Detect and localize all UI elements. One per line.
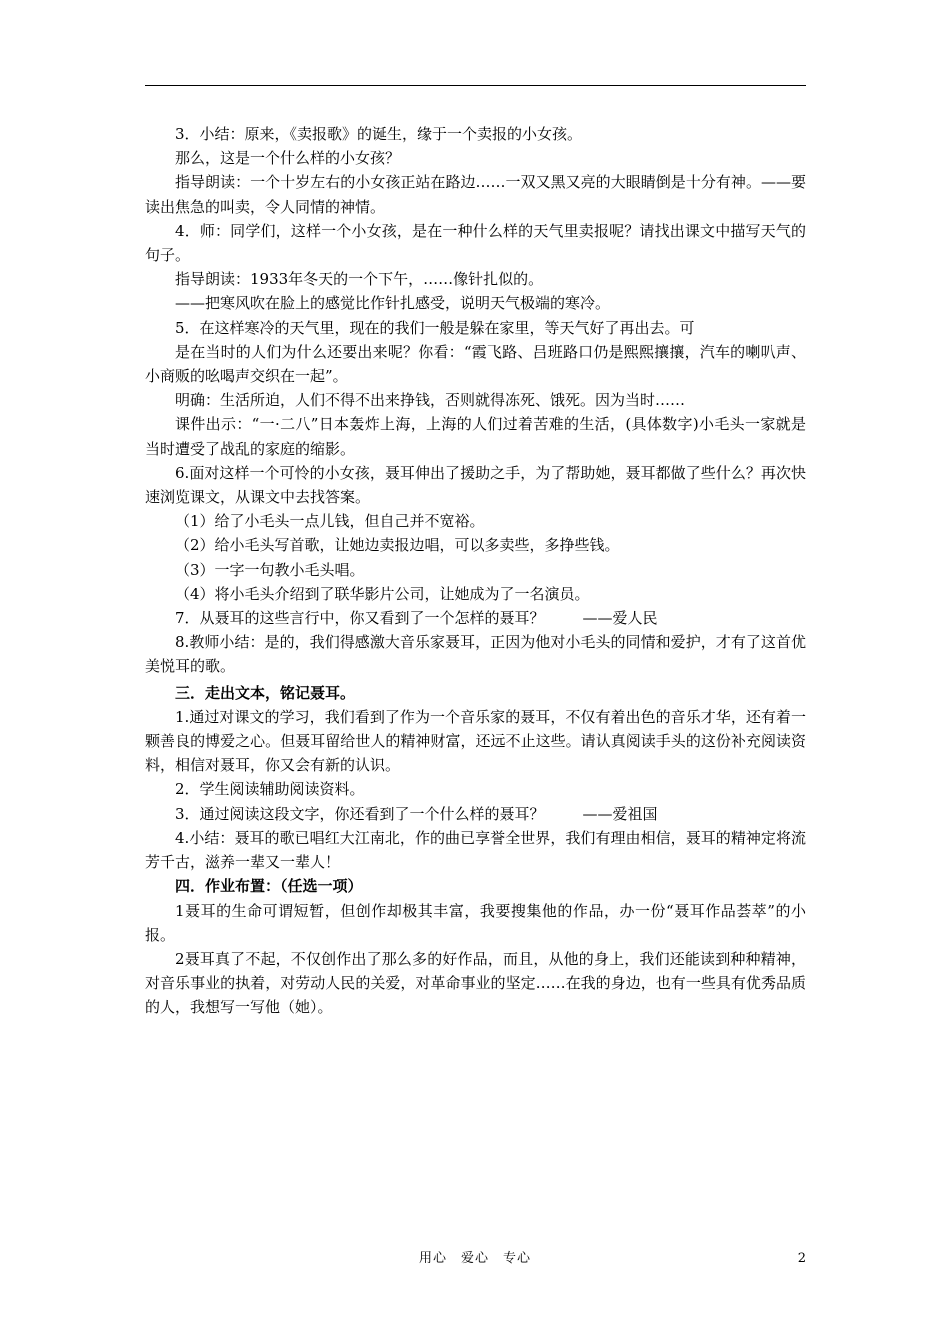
paragraph: 3．小结：原来，《卖报歌》的诞生，缘于一个卖报的小女孩。 — [175, 125, 583, 143]
page-number: 2 — [797, 1251, 806, 1266]
paragraph: 1聂耳的生命可谓短暂，但创作却极其丰富，我要搜集他的作品，办一份“聂耳作品荟萃”的小报。 — [145, 901, 806, 944]
list-item: （1）给了小毛头一点儿钱，但自己并不宽裕。 — [175, 512, 485, 531]
section-heading: 四．作业布置：（任选一项） — [175, 877, 363, 896]
question-row — [145, 802, 806, 826]
paragraph: 那么，这是一个什么样的小女孩？ — [175, 149, 401, 168]
paragraph: 5．在这样寒冷的天气里，现在的我们一般是躲在家里，等天气好了再出去。可 — [175, 318, 695, 337]
paragraph: 4．师：同学们，这样一个小女孩，是在一种什么样的天气里卖报呢？请找出课文中描写天气的句子。 — [145, 221, 806, 265]
footer-motto: 用心 爱心 专心 — [418, 1251, 531, 1266]
section-heading: 三．走出文本，铭记聂耳。 — [175, 683, 356, 702]
paragraph: 1.通过对课文的学习，我们看到了作为一个音乐家的聂耳，不仅有着出色的音乐才华，还有着一颗善良的博爱之心。但聂耳留给世人的精神财富，还远不止这些。请认真阅读手头的这份补充阅读资料，相信对聂耳，你又会有新的认识。 — [145, 707, 806, 775]
paragraph: 课件出示：“一·二八”日本轰炸上海，上海的人们过着苦难的生活，(具体数字)小毛头一家就是当时遭受了战乱的家庭的缩影。 — [145, 415, 806, 458]
paragraph: 8.教师小结：是的，我们得感激大音乐家聂耳，正因为他对小毛头的同情和爱护，才有了这首优美悦耳的歌。 — [145, 633, 806, 676]
question-text: 3．通过阅读这段文字，你还看到了一个什么样的聂耳？ — [175, 804, 545, 823]
list-item: （3）一字一句教小毛头唱。 — [175, 560, 365, 579]
paragraph: 4.小结：聂耳的歌已唱红大江南北，作的曲已享誉全世界，我们有理由相信，聂耳的精神定将流芳千古，滋养一辈又一辈人！ — [145, 828, 806, 872]
paragraph: 明确：生活所迫，人们不得不出来挣钱，否则就得冻死、饿死。因为当时…… — [175, 391, 686, 410]
paragraph: 是在当时的人们为什么还要出来呢？你看：“霞飞路、吕班路口仍是熙熙攘攘，汽车的喇叭声、小商贩的吆喝声交织在一起”。 — [145, 342, 806, 386]
list-item: （4）将小毛头介绍到了联华影片公司，让她成为了一名演员。 — [175, 584, 590, 603]
answer-text: ——爱人民 — [582, 609, 658, 628]
paragraph: 6.面对这样一个可怜的小女孩，聂耳伸出了援助之手，为了帮助她，聂耳都做了些什么？再次快速浏览课文，从课文中去找答案。 — [145, 463, 806, 507]
header-rule — [145, 85, 806, 86]
question-row — [145, 606, 806, 630]
paragraph: 指导朗读：一个十岁左右的小女孩正站在路边……一双又黑又亮的大眼睛倒是十分有神。——要读出焦急的叫卖，令人同情的神情。 — [145, 173, 806, 216]
question-text: 7．从聂耳的这些言行中，你又看到了一个怎样的聂耳？ — [175, 609, 545, 628]
answer-text: ——爱祖国 — [582, 804, 658, 823]
paragraph: 指导朗读：1933年冬天的一个下午，……像针扎似的。 — [175, 270, 544, 289]
list-item: （2）给小毛头写首歌，让她边卖报边唱，可以多卖些，多挣些钱。 — [175, 536, 620, 555]
paragraph: 2聂耳真了不起，不仅创作出了那么多的好作品，而且，从他的身上，我们还能读到种种精神，对音乐事业的执着，对劳动人民的关爱，对革命事业的坚定……在我的身边，也有一些具有优秀品质的人，我想写一写他（她）。 — [145, 949, 806, 1017]
paragraph: ——把寒风吹在脸上的感觉比作针扎感受，说明天气极端的寒冷。 — [175, 294, 611, 313]
document-body — [145, 122, 806, 1020]
paragraph: 2．学生阅读辅助阅读资料。 — [175, 780, 365, 799]
